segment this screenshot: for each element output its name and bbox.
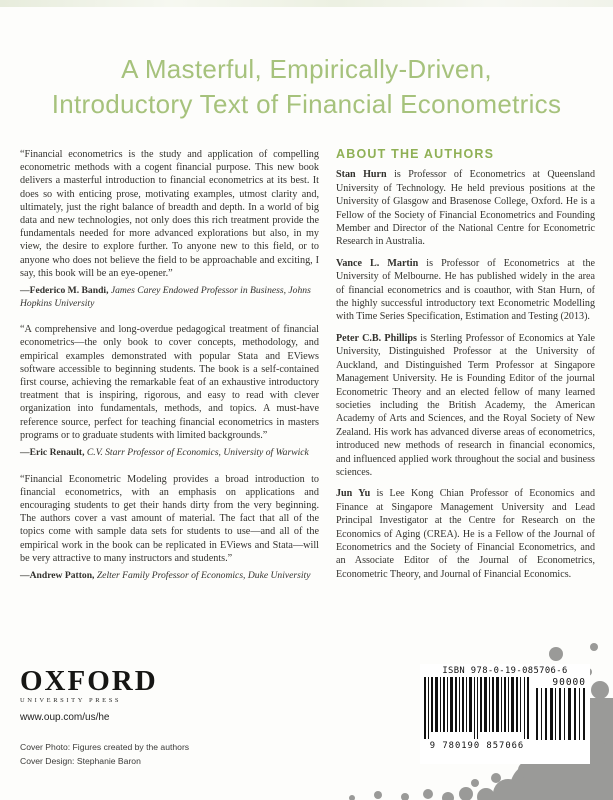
author-bio [336,168,595,248]
author-bio-text: is Professor of Econometrics at Queensland University of Technology. He held previous positions at the University of Glasgow and Brasenose College, Oxford. He is a Fellow of the Society of Financial Econometrics and Founding Member and Director of the National Centre for Econometric Research in Australia. [336,169,595,248]
author-bio [336,487,595,581]
page-title [0,52,613,122]
title-line-1: A Masterful, Empirically-Driven, [121,54,492,84]
author-bio-text: is Sterling Professor of Economics at Yale University, Distinguished Professor at the University of Auckland, and Distinguished Term Professor at Singapore Management University. He is Founding Editor of the journal Econometric Theory and an elected fellow of many learned societies including the British Academy, the American Academy of Arts and Sciences, and the Royal Society of New Zealand. His work has advanced diverse areas of econometrics, introduced new methods of research in financial economics, and influenced applied work throughout the social and business sciences. [336,332,595,478]
top-edge-texture [0,0,613,7]
isbn-label: ISBN 978-0-19-085706-6 [442,666,568,676]
isbn-digits: 9 780190 857066 [429,741,525,751]
isbn-barcode [420,664,590,764]
reviewer-name: —Andrew Patton, [20,570,95,582]
barcode-bars [424,677,530,751]
oxford-logo-subtext: UNIVERSITY PRESS [20,697,122,704]
quote-attribution [20,570,319,583]
review-quote: “Financial Econometric Modeling provides a broad introduction to financial econometrics, with an emphasis on applications and encouraging students to get their hands dirty from the very beginning. The authors cover a vast amount of material. The fact that all of the topics come with sample data sets for students to use—and all of the empirical work in the book can be replicated in EViews and Stata—will be very attractive to many instructors and students.” [20,473,319,564]
quote-attribution [20,447,319,460]
review-quote: “Financial econometrics is the study and application of compelling econometric methods with a cogent financial purpose. This new book delivers a masterful introduction to financial econometrics at its best. It does so with enticing prose, motivating examples, utmost clarity and, ultimately, just the right balance of breadth and depth. In a world of big data and new technologies, not only does this rich treatment provide the fundamentals needed for more advanced explorations but also, in my view, the desire to explore further. To anyone new to this field, or to anyone who does not believe the field to be approachable and exciting, I say, this book will be an eye-opener.” [20,149,319,279]
publisher-website: www.oup.com/us/he [20,712,110,723]
author-bio [336,257,595,324]
author-name: Vance L. Martin [336,257,419,269]
cover-photo-credit: Cover Photo: Figures created by the authors [20,742,190,752]
reviewer-role: James Carey Endowed Professor in Business, Johns Hopkins University [20,285,311,309]
title-line-2: Introductory Text of Financial Econometrics [51,89,562,119]
reviewer-role: C.V. Starr Professor of Economics, University of Warwick [84,447,309,459]
about-authors-column [336,148,595,589]
reviews-column [20,148,319,596]
barcode-supplement [532,677,588,751]
review-quote: “A comprehensive and long-overdue pedagogical treatment of financial econometrics—the only book to cover concepts, methodology, and empirical examples demonstrated with popular Stata and EViews software accessible to beginning students. The book is a self-contained first course, achieving the remarkable feat of an exhaustive introductory treatment that is inspiring, rigorous, and easy to read with clever organization into fundamentals, methods, and topics. A must-have reference source, perfect for teaching financial econometrics in masters programs or to graduate students with limited backgrounds.” [20,324,319,441]
reviewer-role: Zelter Family Professor of Economics, Duke University [94,570,311,582]
oxford-logo-text: OXFORD [20,665,158,697]
about-authors-heading: ABOUT THE AUTHORS [336,147,495,161]
quote-attribution [20,285,319,310]
cover-design-credit: Cover Design: Stephanie Baron [20,755,141,766]
cover-credits [20,741,189,768]
author-bio-text: is Lee Kong Chian Professor of Economics and Finance at Singapore Management University and Lead Principal Investigator at the Centre for Research on the Economics of Aging (CREA). He is a Fellow of the Journal of Econometrics and the Society of Financial Econometrics, and an Associate Editor of the Journal of Econometrics, Econometric Theory, and Journal of Financial Economics. [336,488,595,580]
author-name: Jun Yu [336,488,371,500]
publisher-logo [20,666,158,704]
author-name: Stan Hurn [336,169,387,181]
author-bio-text: is Professor of Econometrics at the University of Melbourne. He has published widely in the area of financial econometrics and is coauthor, with Stan Hurn, of the highly successful introductory text Econometric Modelling with Time Series Specification, Estimation and Testing (2013). [336,257,595,323]
reviewer-name: —Federico M. Bandi, [20,285,109,297]
author-name: Peter C.B. Phillips [336,332,417,344]
reviewer-name: —Eric Renault, [20,447,85,459]
author-bio [336,332,595,479]
price-code: 90000 [552,677,586,688]
